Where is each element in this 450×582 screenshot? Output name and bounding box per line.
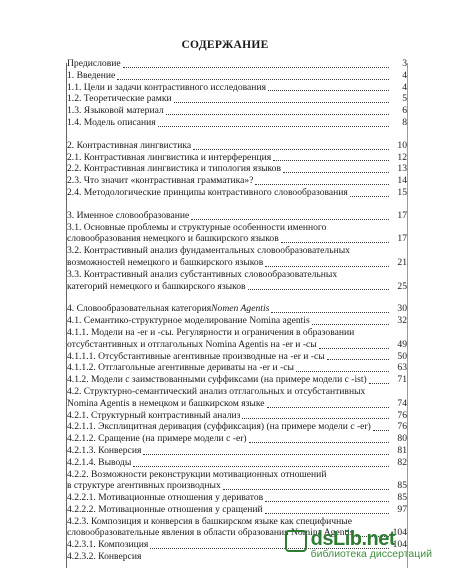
toc-entry <box>67 93 407 105</box>
toc-entry <box>67 82 407 94</box>
watermark <box>311 528 432 560</box>
toc-entry <box>67 469 407 481</box>
toc-entry <box>67 269 407 281</box>
toc-entry-text: 1.4. Модель описания <box>67 116 156 128</box>
toc-entry-text: 4.2.2. Возможности реконструкции мотивационных отношений <box>67 468 327 480</box>
toc-page-number: 10 <box>397 139 407 151</box>
toc-leader-dots <box>296 363 389 372</box>
page-title: СОДЕРЖАНИЕ <box>181 39 269 51</box>
toc-entry-text: 3.1. Основные проблемы и структурные особенности именного <box>67 221 327 233</box>
toc-entry-text: 4.1.2. Модели с заимствованными суффиксами (на примере модели с -ist) <box>67 374 367 386</box>
toc-entry-text: 4.2.3.2. Конверсия <box>67 551 142 563</box>
toc-entry <box>67 457 407 469</box>
toc-entry-text: 1.2. Теоретические рамки <box>67 93 172 105</box>
toc-page-number: 82 <box>397 456 407 468</box>
toc-entry-text: 2. Контрастивная лингвистика <box>67 139 192 151</box>
toc-entry <box>67 187 407 199</box>
toc-page-number: 76 <box>397 409 407 421</box>
toc-entry-text: 1.3. Языковой материал <box>67 105 164 117</box>
toc-entry <box>67 480 407 492</box>
toc-leader-dots <box>123 59 389 68</box>
toc-page-number: 13 <box>397 163 407 175</box>
toc-leader-dots <box>265 505 389 514</box>
toc-page-number: 6 <box>402 105 407 117</box>
toc-entry <box>67 163 407 175</box>
toc-page-number: 81 <box>397 444 407 456</box>
toc-leader-dots <box>255 176 389 185</box>
toc-entry-text: 3.2. Контрастивный анализ фундаментальных словообразовательных <box>67 245 350 257</box>
toc-leader-dots <box>283 164 389 173</box>
toc-leader-dots <box>271 304 389 313</box>
toc-entry-text: 4.2.1.4. Выводы <box>67 456 132 468</box>
toc-entry-text: в структуре агентивных производных <box>67 480 221 492</box>
toc-entry <box>67 433 407 445</box>
toc-page-number: 74 <box>397 397 407 409</box>
toc-page-number: 5 <box>402 93 407 105</box>
toc-page-number: 30 <box>397 303 407 315</box>
toc-page-number: 50 <box>397 350 407 362</box>
toc-page-number: 80 <box>397 433 407 445</box>
toc-entry <box>67 105 407 117</box>
toc-entry-text: 4.1.1.1. Отсубстантивные агентивные производные на -er и -сы <box>67 350 325 362</box>
toc-entry-text: 4.2. Структурно-семантический анализ отглагольных и отсубстантивных <box>67 385 366 397</box>
toc-entry-text: 1. Введение <box>67 69 116 81</box>
toc-page-number: 85 <box>397 492 407 504</box>
toc-page-number: 49 <box>397 338 407 350</box>
toc-leader-dots <box>223 481 389 490</box>
toc-entry-text: 4.2.1.2. Сращение (на примере модели с -er) <box>67 433 247 445</box>
toc-leader-dots <box>373 422 389 431</box>
table-of-contents <box>67 58 407 563</box>
toc-entry-text: 4.2.2.2. Мотивационные отношения у сращений <box>67 503 263 515</box>
toc-page-number: 12 <box>397 151 407 163</box>
toc-leader-dots <box>369 375 389 384</box>
toc-entry <box>67 421 407 433</box>
toc-leader-dots <box>174 94 389 103</box>
toc-leader-dots <box>327 351 389 360</box>
toc-entry-text: словообразовательные явления в области образования Nomina Agentis <box>67 527 354 539</box>
toc-entry <box>67 222 407 234</box>
toc-entry <box>67 281 407 293</box>
toc-entry <box>67 410 407 422</box>
toc-entry-text: 2.3. Что значит «контрастивная грамматика»? <box>67 175 254 187</box>
toc-entry-text: Nomina Agentis в немецком и башкирском языке <box>67 397 265 409</box>
toc-entry-text: 2.4. Методологические принципы контрастивного словообразования <box>67 186 348 198</box>
scan-border-right <box>407 63 408 568</box>
toc-entry-text: 4.2.3. Композиция и конверсия в башкирском языке как специфичные <box>67 515 352 527</box>
toc-leader-dots <box>273 152 389 161</box>
watermark-subtitle: библиотека диссертаций <box>310 548 432 560</box>
toc-leader-dots <box>281 234 389 243</box>
toc-page-number: 85 <box>397 480 407 492</box>
toc-entry <box>67 445 407 457</box>
toc-entry <box>67 117 407 129</box>
toc-entry-text: 4.2.1. Структурный контрастивный анализ <box>67 409 241 421</box>
toc-entry-text: 4.2.2.1. Мотивационные отношения у дериватов <box>67 492 264 504</box>
toc-leader-dots <box>312 316 389 325</box>
toc-entry-text: 1.1. Цели и задачи контрастивного исследования <box>67 81 266 93</box>
toc-entry-text: 3. Именное словообразование <box>67 209 190 221</box>
toc-page-number: 4 <box>402 81 407 93</box>
toc-entry-italic-text: Nomen Agentis <box>211 303 270 315</box>
toc-page-number: 3 <box>402 58 407 69</box>
toc-entry <box>67 245 407 257</box>
toc-entry-text: 2.1. Контрастивная лингвистика и интерференция <box>67 151 272 163</box>
toc-leader-dots <box>350 188 389 197</box>
toc-page-number: 21 <box>397 256 407 268</box>
toc-page-number: 76 <box>397 421 407 433</box>
toc-page-number: 97 <box>397 503 407 515</box>
toc-leader-dots <box>319 340 389 349</box>
toc-entry <box>67 386 407 398</box>
toc-page-number: 63 <box>397 362 407 374</box>
toc-page-number: 17 <box>397 233 407 245</box>
toc-entry-text: 4.1.1.2. Отглагольные агентивные дериваты на -er и -сы <box>67 362 294 374</box>
toc-entry-text: 4.2.3.1. Композиция <box>67 539 149 551</box>
toc-entry-text: словообразования немецкого и башкирского языков <box>67 233 279 245</box>
toc-page-number: 25 <box>397 280 407 292</box>
toc-entry <box>67 152 407 164</box>
toc-entry <box>67 339 407 351</box>
toc-entry <box>67 492 407 504</box>
toc-entry-text: 4. Словообразовательная категория <box>67 303 212 315</box>
toc-leader-dots <box>143 446 389 455</box>
toc-entry <box>67 257 407 269</box>
toc-entry <box>67 327 407 339</box>
toc-entry-text: 4.1.1. Модели на -er и -сы. Регулярности и ограничения в образовании <box>67 326 355 338</box>
toc-entry <box>67 504 407 516</box>
toc-entry <box>67 398 407 410</box>
toc-entry-text: 2.2. Контрастивная лингвистика и типология языков <box>67 163 282 175</box>
toc-entry <box>67 175 407 187</box>
toc-page-number: 15 <box>397 186 407 198</box>
toc-entry <box>67 70 407 82</box>
toc-entry <box>67 374 407 386</box>
toc-leader-dots <box>133 458 389 467</box>
toc-leader-dots <box>249 434 389 443</box>
toc-leader-dots <box>265 258 389 267</box>
toc-entry <box>67 140 407 152</box>
toc-leader-dots <box>117 71 389 80</box>
toc-page-number: 71 <box>397 374 407 386</box>
toc-leader-dots <box>248 281 389 290</box>
toc-leader-dots <box>191 211 389 220</box>
toc-leader-dots <box>158 118 389 127</box>
toc-entry-text: возможностей немецкого и башкирского языков <box>67 256 264 268</box>
toc-page-number: 14 <box>397 175 407 187</box>
watermark-logo: dsLib.net <box>310 528 396 550</box>
toc-leader-dots <box>193 141 389 150</box>
toc-entry <box>67 516 407 528</box>
toc-entry-text: Предисловие <box>67 58 121 69</box>
toc-entry-text: категорий немецкого и башкирского языков <box>67 280 246 292</box>
toc-entry <box>67 351 407 363</box>
toc-entry <box>67 303 407 315</box>
toc-entry-text: 4.1. Семантико-структурное моделирование Nomina agentis <box>67 315 310 327</box>
toc-entry-text: 3.3. Контрастивный анализ субстантивных словообразовательных <box>67 268 338 280</box>
toc-entry-text: 4.2.1.1. Эксплицитная деривация (суффиксация) (на примере модели с -er) <box>67 421 371 433</box>
toc-leader-dots <box>267 399 389 408</box>
toc-page-number: 8 <box>402 116 407 128</box>
toc-leader-dots <box>242 410 389 419</box>
toc-page-number: 4 <box>402 69 407 81</box>
toc-entry-text: 4.2.1.3. Конверсия <box>67 444 142 456</box>
toc-entry-text: отсубстантивных и отглагольных Nomina Agentis на -er и -сы <box>67 338 317 350</box>
toc-entry <box>67 58 407 70</box>
toc-leader-dots <box>265 493 389 502</box>
toc-entry <box>67 210 407 222</box>
toc-page-number: 32 <box>397 315 407 327</box>
dslib-logo-icon <box>285 530 307 552</box>
toc-page-number: 17 <box>397 209 407 221</box>
toc-leader-dots <box>268 82 389 91</box>
toc-page-number: 104 <box>392 527 407 539</box>
toc-leader-dots <box>166 106 389 115</box>
toc-entry <box>67 315 407 327</box>
toc-page-number: 104 <box>392 539 407 551</box>
toc-entry <box>67 233 407 245</box>
toc-entry <box>67 362 407 374</box>
